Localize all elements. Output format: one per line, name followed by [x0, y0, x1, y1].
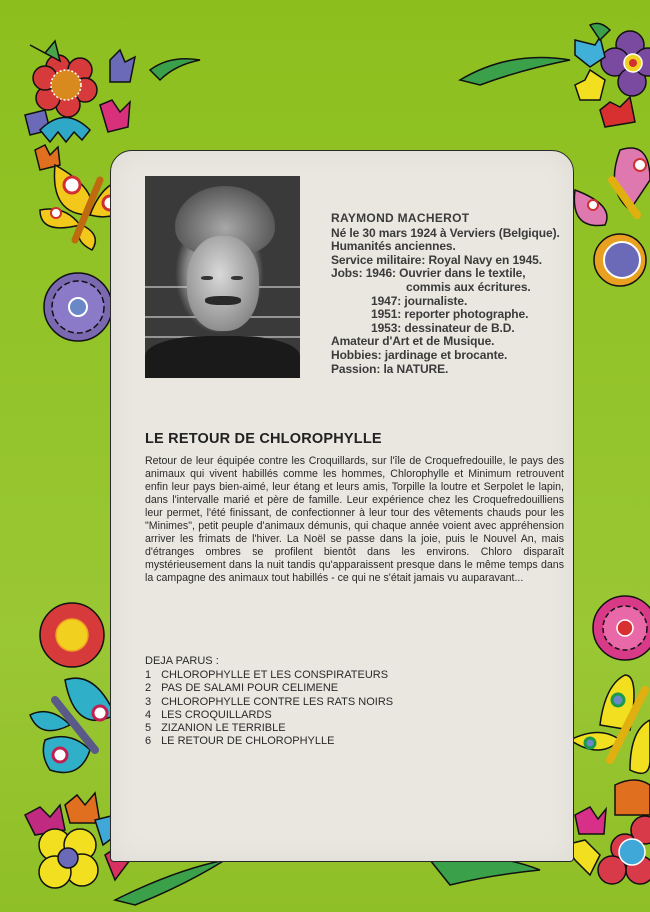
- bio-line: Service militaire: Royal Navy en 1945.: [331, 252, 542, 267]
- blue-butterfly-icon: [30, 678, 115, 772]
- series-list: [145, 669, 393, 749]
- bio-line: Humanités anciennes.: [331, 239, 456, 254]
- bio-line: Amateur d'Art et de Musique.: [331, 334, 495, 349]
- series-heading: DEJA PARUS :: [145, 655, 219, 667]
- author-photo: [145, 176, 300, 378]
- purple-aster-icon: [44, 273, 112, 341]
- author-bio: [331, 212, 560, 376]
- series-item: 1 CHLOROPHYLLE ET LES CONSPIRATEURS: [145, 669, 389, 681]
- bio-line: Jobs: 1946: Ouvrier dans le textile,: [331, 266, 526, 281]
- book-title: LE RETOUR DE CHLOROPHYLLE: [145, 431, 382, 447]
- bio-line: Passion: la NATURE.: [331, 361, 449, 376]
- red-flower-icon: [33, 55, 97, 117]
- orange-flower-icon: [594, 234, 646, 286]
- book-synopsis: Retour de leur équipée contre les Croquillards, sur l'île de Croquefredouille, le pays des animaux qui vivent habillés comme les hommes, Chlorophylle et Minimum retrouvent enfin leur pays bien-aimé, leur étang et leurs amis, Torpille la loutre et Serpolet le lapin, dans l'intervalle marié et père de famille. Leur expérience chez les Croquefredouilliens leur permet, l'été finissant, de confectionner à leur tour des vêtements chauds pour les "Minimes", petit peuple d'animaux démunis, qui chaque année voient avec appréhension arriver les frimats de l'hiver. La Noël se passe dans la joie, puis le Nouvel An, mais d'étranges ombres se profilent bientôt dans les environs. Chloro disparaît mystérieusement dans la nuit tandis qu'apparaissent presque dans le même temps dans la campagne des animaux tout habillés - ce qui ne s'était jamais vu auparavant...: [145, 455, 564, 584]
- purple-tulip-icon: [110, 50, 135, 82]
- series-item: 4 LES CROQUILLARDS: [145, 708, 272, 721]
- bio-line: 1953: dessinateur de B.D.: [371, 320, 515, 335]
- bio-line: 1947: journaliste.: [371, 293, 468, 308]
- red-flower-bottom-right-icon: [598, 816, 650, 884]
- pink-butterfly-icon: [574, 148, 650, 226]
- bio-line: commis aux écritures.: [406, 279, 531, 294]
- bio-line: Hobbies: jardinage et brocante.: [331, 347, 508, 362]
- series-item: 3 CHLOROPHYLLE CONTRE LES RATS NOIRS: [145, 695, 394, 708]
- pink-aster-icon: [593, 596, 650, 660]
- red-flower-bottom-icon: [40, 603, 104, 667]
- purple-flower-icon: [601, 31, 650, 96]
- bio-line: Né le 30 mars 1924 à Verviers (Belgique).: [331, 225, 560, 240]
- blue-tulip-icon: [40, 118, 90, 143]
- author-name: RAYMOND MACHEROT: [331, 211, 470, 225]
- bio-line: 1951: reporter photographe.: [371, 307, 529, 322]
- series-item: 2 PAS DE SALAMI POUR CELIMENE: [145, 682, 339, 695]
- yellow-butterfly-right-icon: [570, 675, 650, 773]
- series-item: 5 ZIZANION LE TERRIBLE: [145, 722, 286, 735]
- yellow-flower-icon: [39, 829, 98, 888]
- series-item: 6 LE RETOUR DE CHLOROPHYLLE: [145, 735, 335, 748]
